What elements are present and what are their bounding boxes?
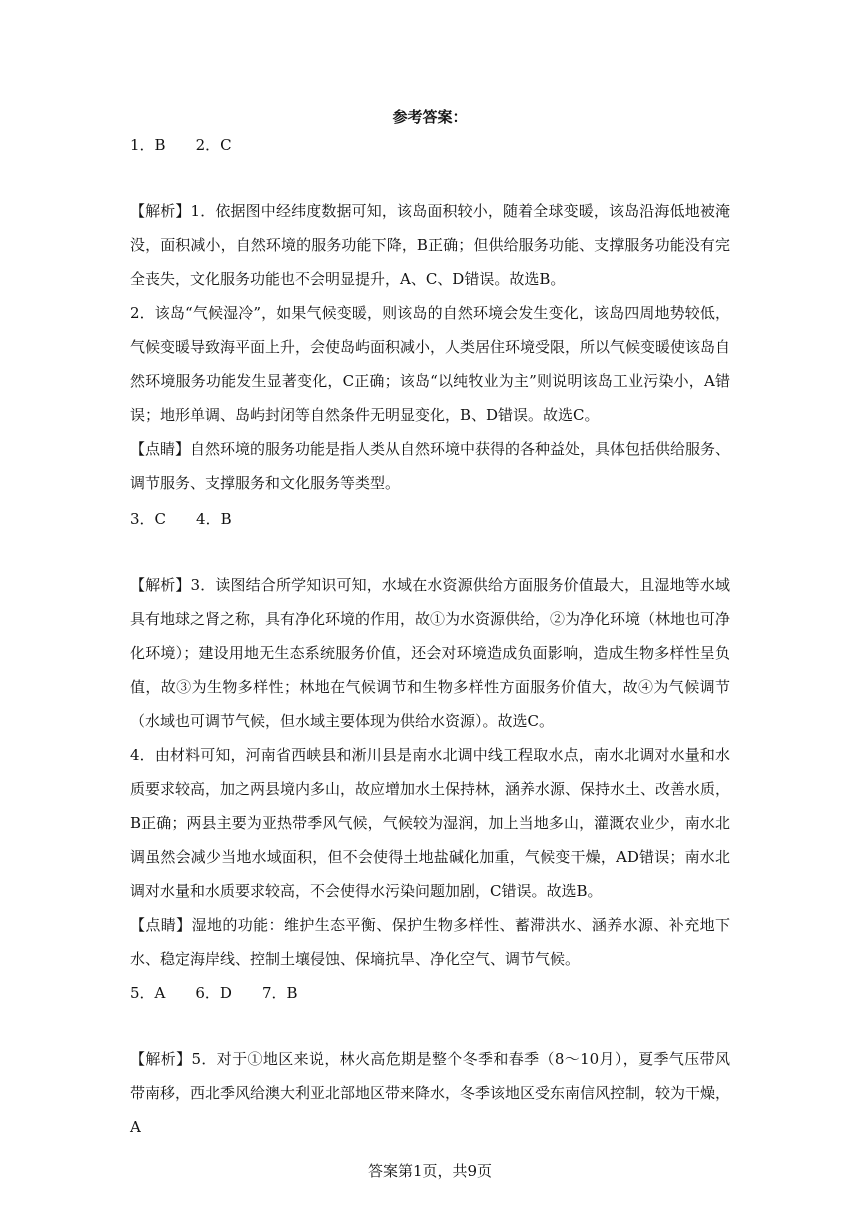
tip-paragraph-2: 【点睛】湿地的功能：维护生态平衡、保护生物多样性、蓄滞洪水、涵养水源、补充地下水、稳定海岸线、控制土壤侵蚀、保墒抗旱、净化空气、调节气候。 — [130, 916, 730, 968]
tip-paragraph-1: 【点睛】自然环境的服务功能是指人类从自然环境中获得的各种益处，具体包括供给服务、调节服务、支撑服务和文化服务等类型。 — [130, 440, 731, 492]
analysis-paragraph-5: 【解析】5．对于①地区来说，林火高危期是整个冬季和春季（8～10月），夏季气压带风带南移，西北季风给澳大利亚北部地区带来降水，冬季该地区受东南信风控制，较为干燥，A — [130, 1050, 731, 1136]
analysis-paragraph-1: 【解析】1．依据图中经纬度数据可知，该岛面积较小，随着全球变暖，该岛沿海低地被淹没，面积减小，自然环境的服务功能下降，B正确；但供给服务功能、支撑服务功能没有完全丧失，文化服务功能也不会明显提升，A、C、D错误。故选B。 — [130, 202, 730, 288]
answer-line-3-4: 3．C 4．B — [130, 510, 232, 528]
answer-line-5-7: 5．A 6．D 7．B — [130, 984, 298, 1002]
answer-line-1-2: 1．B 2．C — [130, 136, 232, 154]
analysis-paragraph-3: 【解析】3．读图结合所学知识可知，水域在水资源供给方面服务价值最大，且湿地等水域具有地球之肾之称，具有净化环境的作用，故①为水资源供给，②为净化环境（林地也可净化环境）；建设用地无生态系统服务价值，还会对环境造成负面影响，造成生物多样性呈负值，故③为生物多样性；林地在气候调节和生物多样性方面服务价值大，故④为气候调节（水域也可调节气候，但水域主要体现为供给水资源）。故选C。 — [130, 576, 731, 730]
analysis-paragraph-2: 2．该岛“气候湿冷”，如果气候变暖，则该岛的自然环境会发生变化，该岛四周地势较低，气候变暖导致海平面上升，会使岛屿面积减小，人类居住环境受限，所以气候变暖使该岛自然环境服务功能发生显著变化，C正确；该岛“以纯牧业为主”则说明该岛工业污染小，A错误；地形单调、岛屿封闭等自然条件无明显变化，B、D错误。故选C。 — [130, 304, 731, 424]
page-footer: 答案第1页，共9页 — [367, 1162, 493, 1180]
analysis-paragraph-4: 4．由材料可知，河南省西峡县和淅川县是南水北调中线工程取水点，南水北调对水量和水质要求较高，加之两县境内多山，故应增加水土保持林，涵养水源、保持水土、改善水质，B正确；两县主要为亚热带季风气候，气候较为湿润，加上当地多山，灌溉农业少，南水北调虽然会减少当地水域面积，但不会使得土地盐碱化加重，气候变干燥，AD错误；南水北调对水量和水质要求较高，不会使得水污染问题加剧，C错误。故选B。 — [130, 746, 731, 900]
page-title: 参考答案： — [392, 108, 468, 126]
